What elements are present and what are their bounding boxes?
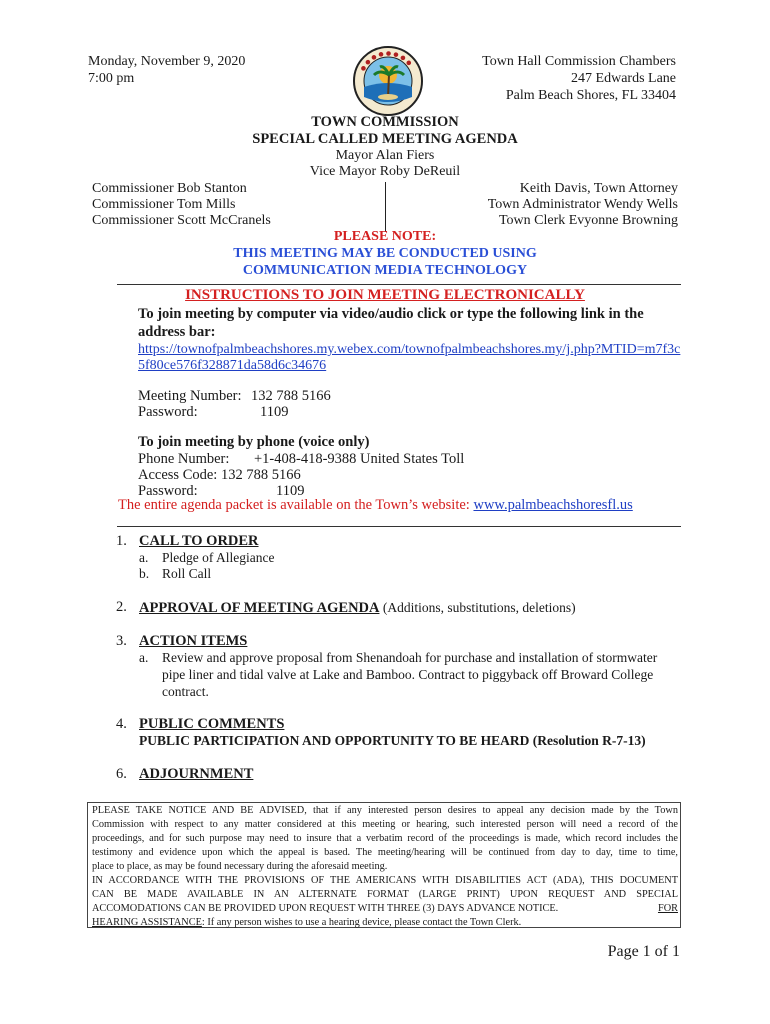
item-2-line — [139, 599, 576, 617]
item-1-number: 1. — [116, 533, 127, 549]
item-3a-line-1: Review and approve proposal from Shenandoah for purchase and installation of stormwater — [162, 650, 658, 665]
item-2-number: 2. — [116, 599, 127, 615]
divider-top — [117, 284, 681, 285]
item-2-note: (Additions, substitutions, deletions) — [379, 600, 576, 615]
hearing-assistance-text: : If any person wishes to use a hearing device, please contact the Town Clerk. — [201, 917, 522, 928]
instructions-heading: INSTRUCTIONS TO JOIN MEETING ELECTRONICALLY — [185, 287, 585, 303]
item-2-title: APPROVAL OF MEETING AGENDA — [139, 600, 380, 616]
official-left-3: Commissioner Scott McCranels — [92, 213, 271, 228]
official-left-2: Commissioner Tom Mills — [92, 197, 236, 212]
item-3a-line-2: pipe liner and tidal valve at Lake and Bamboo. Contract to piggyback off Broward College — [162, 667, 654, 682]
item-6-title: ADJOURNMENT — [139, 766, 254, 782]
title-town-commission: TOWN COMMISSION — [311, 114, 459, 130]
item-1b-text: Roll Call — [162, 566, 212, 581]
official-right-3: Town Clerk Evyonne Browning — [498, 213, 678, 228]
divider-bottom — [117, 526, 681, 527]
hearing-assistance-label: HEARING ASSISTANCE — [92, 917, 202, 928]
legal-line-2: Commission with respect to any matter considered at this meeting or hearing, such interested person will need a record of the — [92, 819, 678, 830]
official-right-1: Keith Davis, Town Attorney — [519, 181, 678, 196]
legal-notice-box — [87, 802, 681, 928]
item-3-number: 3. — [116, 633, 127, 649]
notice-line-1: THIS MEETING MAY BE CONDUCTED USING — [233, 246, 537, 261]
item-3-title: ACTION ITEMS — [139, 633, 248, 649]
item-6-number: 6. — [116, 766, 127, 782]
phone-password-value: 1109 — [276, 483, 305, 499]
computer-instructions-line-2: address bar: — [138, 324, 216, 340]
title-special-meeting: SPECIAL CALLED MEETING AGENDA — [252, 131, 518, 147]
legal-line-8 — [92, 902, 678, 916]
please-note-label: PLEASE NOTE: — [333, 229, 437, 244]
meeting-number-label: Meeting Number: — [138, 388, 242, 404]
item-1a-text: Pledge of Allegiance — [162, 550, 275, 565]
legal-line-3: proceedings, and for such purpose may need to insure that a verbatim record of the proceedings is made, which record includes the — [92, 833, 678, 844]
svg-text:● ● ● ● ● ● ● ●: ● ● ● ● ● ● ● ● — [359, 49, 414, 73]
vice-mayor-name: Vice Mayor Roby DeReuil — [309, 164, 461, 179]
meeting-number-value: 132 788 5166 — [251, 388, 331, 404]
legal-line-9 — [92, 916, 678, 930]
meeting-date: Monday, November 9, 2020 — [88, 54, 246, 69]
legal-line-6: IN ACCORDANCE WITH THE PROVISIONS OF THE AMERICANS WITH DISABILITIES ACT (ADA), THIS DOCUMENT — [92, 875, 678, 886]
item-1a-letter: a. — [139, 550, 149, 565]
notice-line-2: COMMUNICATION MEDIA TECHNOLOGY — [242, 263, 528, 278]
legal-line-5: place to place, as may be found necessary during the aforesaid meeting. — [92, 861, 388, 872]
meeting-time: 7:00 pm — [88, 71, 135, 86]
location-line-1: Town Hall Commission Chambers — [482, 54, 676, 69]
official-right-2: Town Administrator Wendy Wells — [487, 197, 678, 212]
item-4-subtitle: PUBLIC PARTICIPATION AND OPPORTUNITY TO BE HEARD (Resolution R-7-13) — [139, 733, 646, 748]
computer-instructions-line-1: To join meeting by computer via video/audio click or type the following link in the — [138, 306, 644, 322]
webex-link-line-1[interactable]: https://townofpalmbeachshores.my.webex.com/townofpalmbeachshores.my/j.php?MTID=m7f3c — [138, 342, 681, 357]
phone-heading: To join meeting by phone (voice only) — [138, 434, 370, 450]
legal-for-label: FOR — [657, 903, 678, 914]
item-4-title: PUBLIC COMMENTS — [139, 716, 285, 732]
phone-password-label: Password: — [138, 483, 198, 499]
item-4-number: 4. — [116, 716, 127, 732]
webex-link-line-2[interactable]: 5f80ce576f328871da58d6c34676 — [138, 358, 327, 373]
legal-line-4: testimony and evidence upon which the appeal is based. The meeting/hearing will be continued from day to day, time to time, — [92, 847, 678, 858]
item-3a-letter: a. — [139, 650, 149, 665]
agenda-packet-note — [118, 497, 633, 514]
legal-notice-text — [92, 804, 678, 930]
legal-line-7: CAN BE MADE AVAILABLE IN AN ALTERNATE FORMAT (LARGE PRINT) UPON REQUEST AND SPECIAL — [92, 889, 678, 900]
mayor-name: Mayor Alan Fiers — [335, 148, 435, 163]
phone-number-label: Phone Number: — [138, 451, 230, 467]
location-line-3: Palm Beach Shores, FL 33404 — [505, 88, 676, 103]
town-seal-icon — [352, 45, 424, 117]
legal-line-8-text: ACCOMODATIONS CAN BE PROVIDED UPON REQUEST WITH THREE (3) DAYS ADVANCE NOTICE. — [92, 903, 559, 914]
item-1b-letter: b. — [139, 566, 150, 581]
legal-line-1: PLEASE TAKE NOTICE AND BE ADVISED, that if any interested person desires to appeal any decision made by the Town — [92, 805, 678, 816]
item-3a-line-3: contract. — [162, 684, 209, 699]
page-number: Page 1 of 1 — [607, 943, 680, 960]
access-code: Access Code: 132 788 5166 — [138, 467, 301, 483]
item-1-title: CALL TO ORDER — [139, 533, 259, 549]
location-line-2: 247 Edwards Lane — [571, 71, 676, 86]
password-label: Password: — [138, 404, 198, 420]
password-value: 1109 — [260, 404, 289, 420]
officials-divider — [385, 182, 386, 232]
agenda-packet-text: The entire agenda packet is available on the Town’s website: — [118, 497, 474, 513]
official-left-1: Commissioner Bob Stanton — [92, 181, 247, 196]
phone-number-value: +1-408-418-9388 United States Toll — [254, 451, 465, 467]
town-website-link[interactable]: www.palmbeachshoresfl.us — [473, 497, 633, 513]
